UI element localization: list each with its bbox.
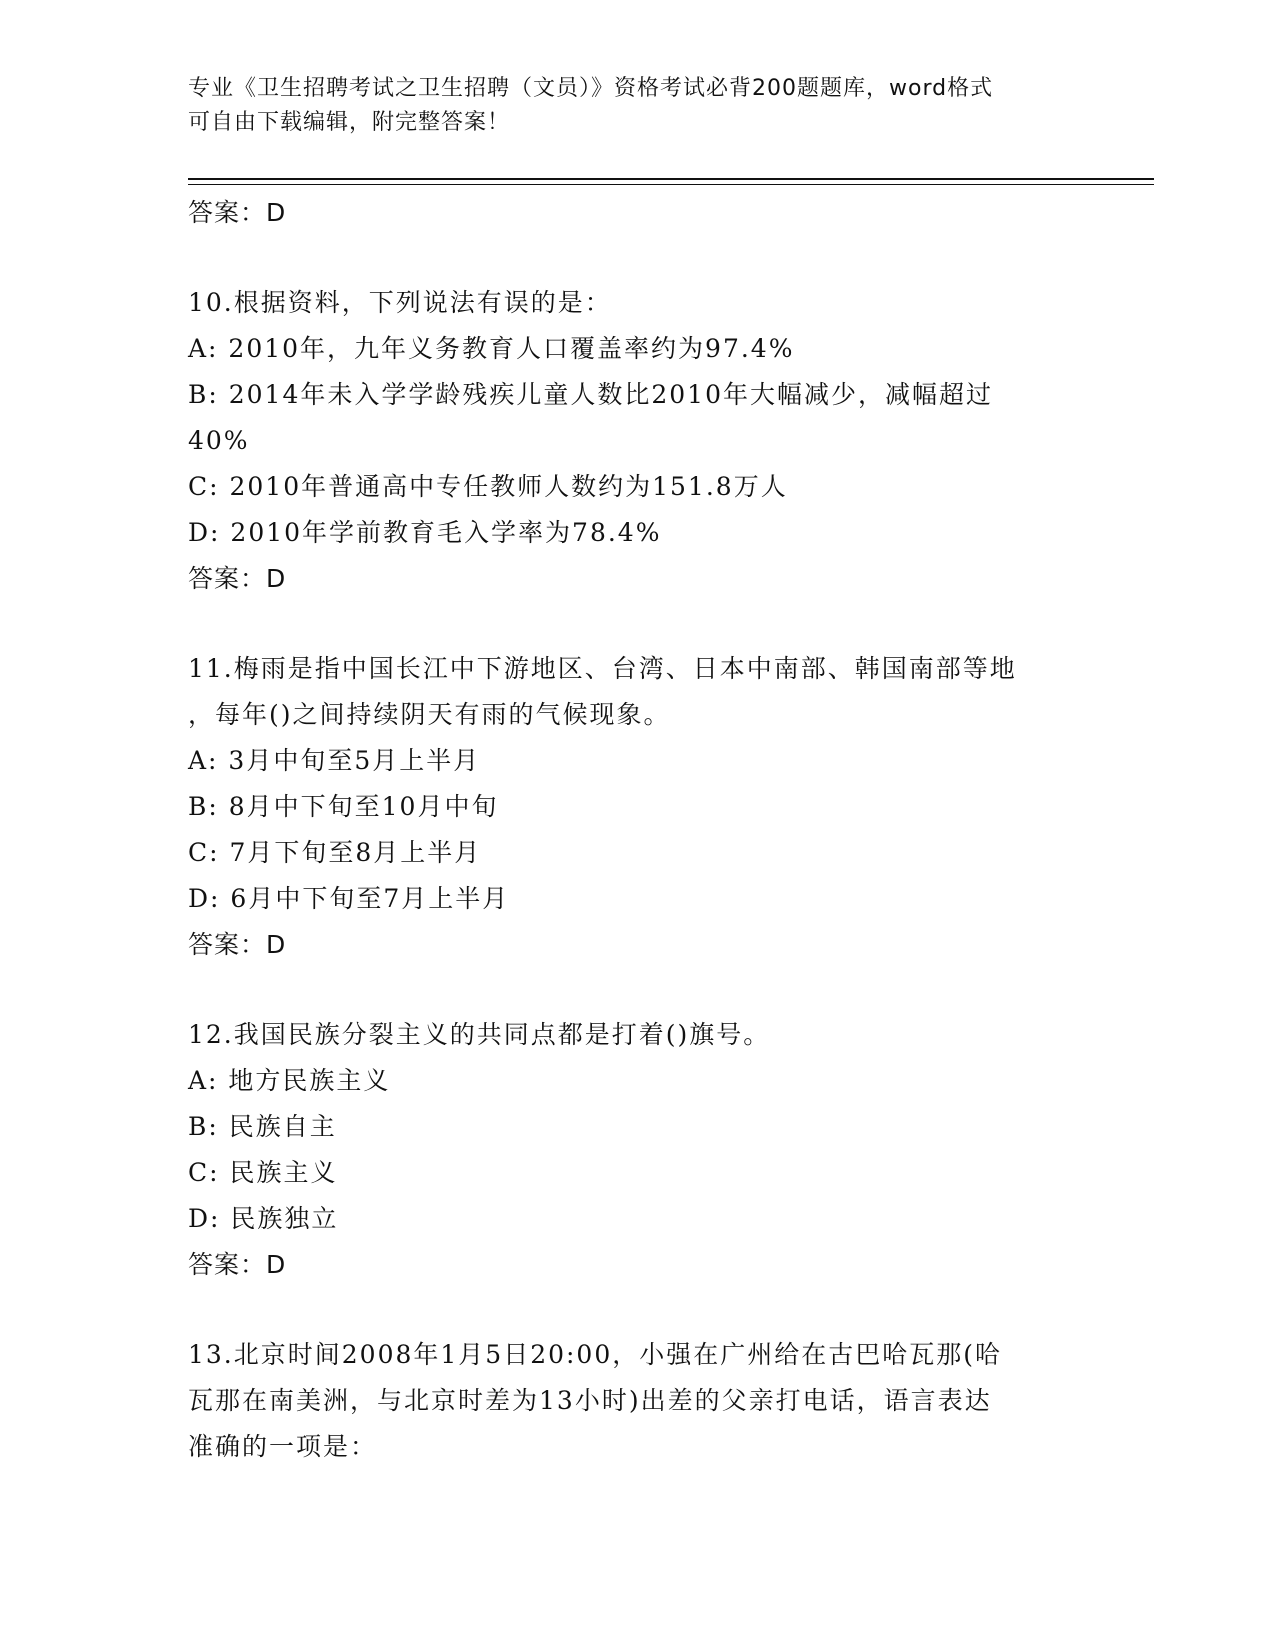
question-stem: 12.我国民族分裂主义的共同点都是打着()旗号。 bbox=[188, 1020, 771, 1049]
option-a: A: 2010年，九年义务教育人口覆盖率约为97.4% bbox=[188, 334, 795, 363]
question-stem-continued: 准确的一项是： bbox=[188, 1432, 378, 1461]
answer-line: 答案：D bbox=[188, 564, 287, 593]
question-11 bbox=[188, 646, 1088, 968]
question-10 bbox=[188, 280, 1088, 602]
document-header bbox=[188, 72, 1088, 140]
question-list bbox=[188, 190, 1088, 1470]
question-13 bbox=[188, 1332, 1088, 1470]
option-c: C: 2010年普通高中专任教师人数约为151.8万人 bbox=[188, 472, 788, 501]
question-stem: 11.梅雨是指中国长江中下游地区、台湾、日本中南部、韩国南部等地 bbox=[188, 654, 1017, 683]
header-rule-thick bbox=[188, 178, 1154, 180]
option-d: D: 6月中下旬至7月上半月 bbox=[188, 884, 510, 913]
question-12 bbox=[188, 1012, 1088, 1288]
header-rule-thin bbox=[188, 184, 1154, 185]
option-b: B: 2014年未入学学龄残疾儿童人数比2010年大幅减少，减幅超过 bbox=[188, 380, 993, 409]
header-line-2: 可自由下载编辑，附完整答案！ bbox=[188, 110, 511, 135]
answer-line: 答案：D bbox=[188, 930, 287, 959]
option-d: D: 民族独立 bbox=[188, 1204, 339, 1233]
option-a: A: 地方民族主义 bbox=[188, 1066, 391, 1095]
question-stem-continued: ，每年()之间持续阴天有雨的气候现象。 bbox=[188, 700, 671, 729]
question-stem: 13.北京时间2008年1月5日20:00，小强在广州给在古巴哈瓦那(哈 bbox=[188, 1340, 1002, 1369]
answer-line: 答案：D bbox=[188, 1250, 287, 1279]
option-d: D: 2010年学前教育毛入学率为78.4% bbox=[188, 518, 662, 547]
option-b: B: 8月中下旬至10月中旬 bbox=[188, 792, 499, 821]
answer-line: 答案：D bbox=[188, 198, 287, 227]
header-line-1: 专业《卫生招聘考试之卫生招聘（文员）》资格考试必背200题题库，word格式 bbox=[188, 76, 994, 101]
question-stem: 10.根据资料，下列说法有误的是： bbox=[188, 288, 612, 317]
option-b-continued: 40% bbox=[188, 426, 250, 455]
option-c: C: 7月下旬至8月上半月 bbox=[188, 838, 482, 867]
option-a: A: 3月中旬至5月上半月 bbox=[188, 746, 481, 775]
question-stem-continued: 瓦那在南美洲，与北京时差为13小时)出差的父亲打电话，语言表达 bbox=[188, 1386, 992, 1415]
option-b: B: 民族自主 bbox=[188, 1112, 337, 1141]
option-c: C: 民族主义 bbox=[188, 1158, 338, 1187]
